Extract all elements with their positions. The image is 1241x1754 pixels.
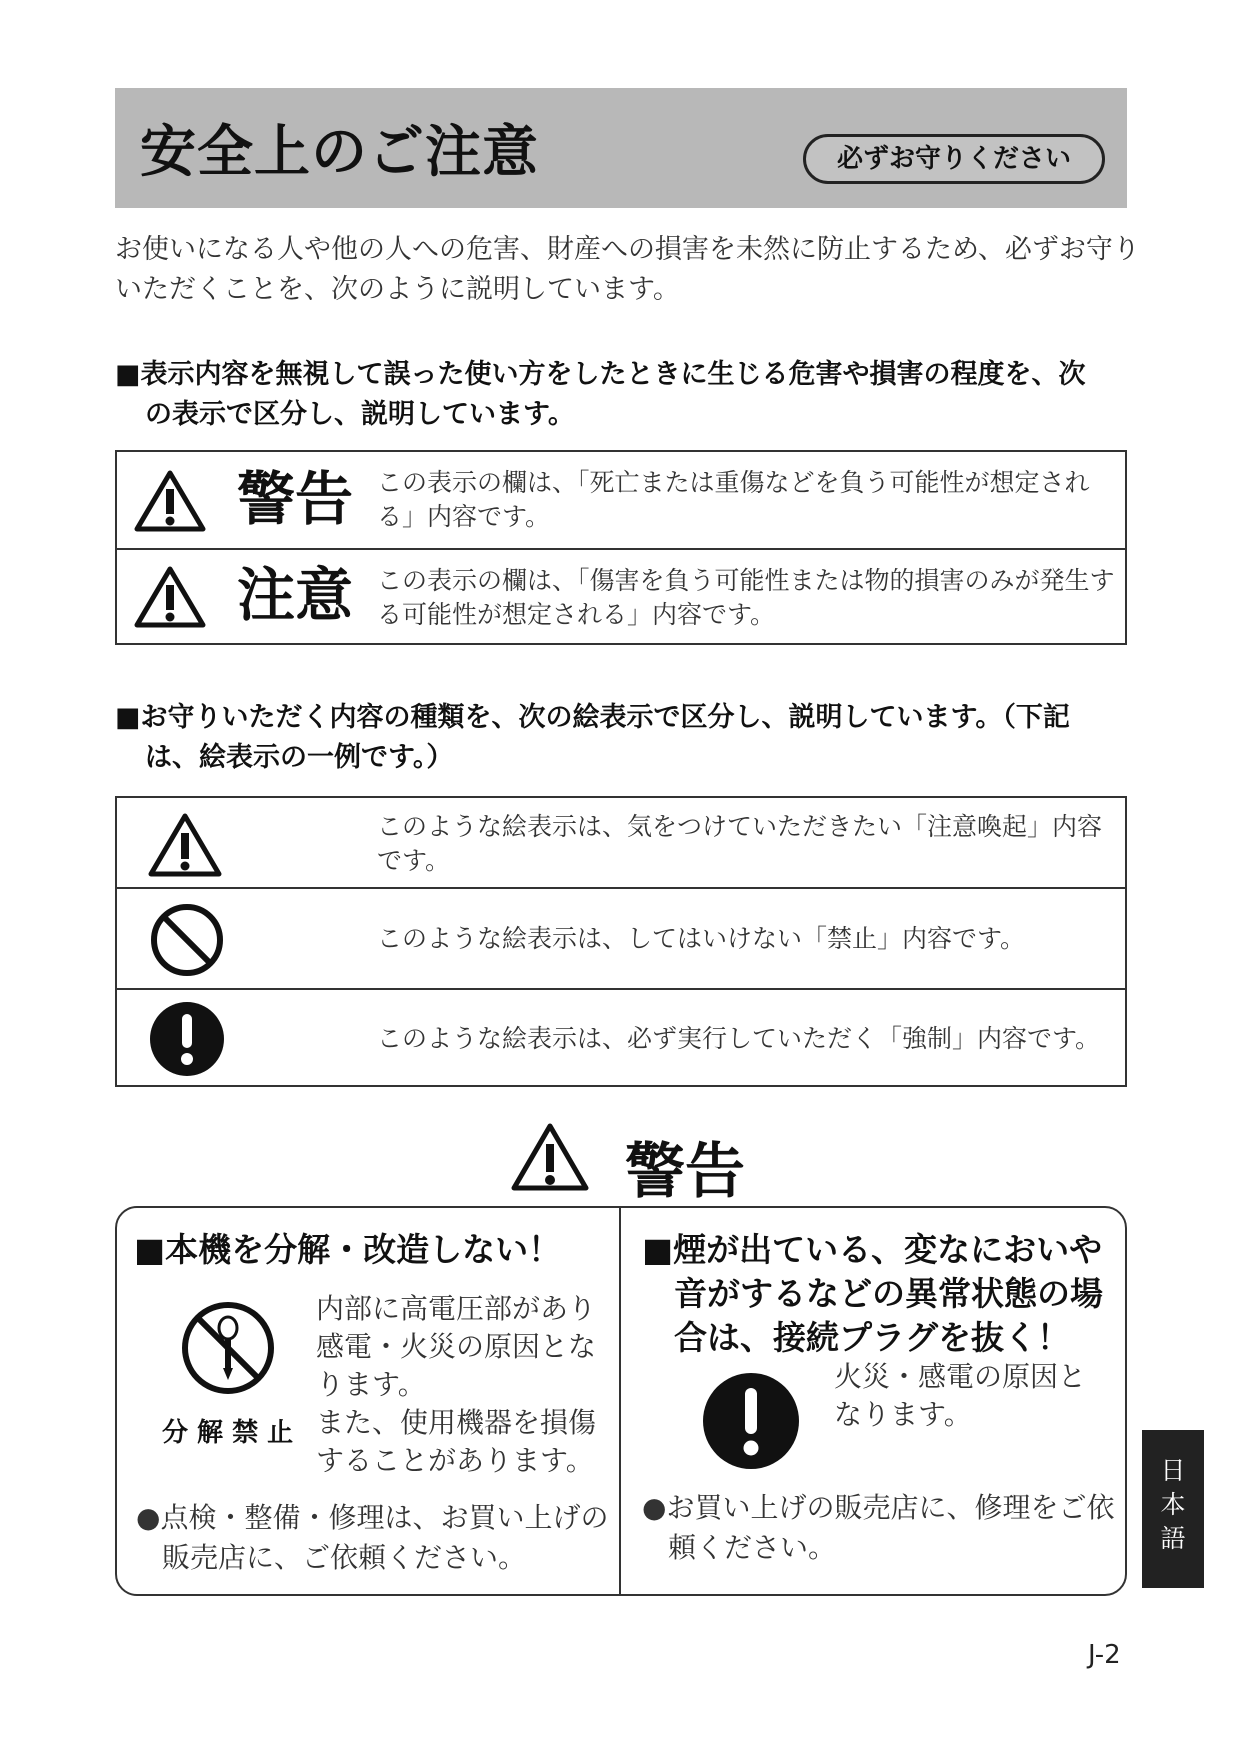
prohibition-icon [149,902,225,978]
abnormal-title-line1: ■煙が出ている、変なにおいや [642,1230,1103,1269]
symbol-table [115,796,1127,1087]
symbol-row-prohibition [117,887,1125,988]
caution-triangle-icon [147,812,223,878]
section1-heading [115,355,1155,435]
must-follow-badge: 必ずお守りください [803,134,1105,184]
language-tab-char: 本 [1160,1490,1186,1519]
signal-row-warning [117,452,1125,548]
warning-heading-icon [510,1122,590,1192]
mandatory-symbol-description: このような絵表示は、必ず実行していただく「強制」内容です。 [377,1024,1101,1053]
no-disassembly-icon [180,1300,276,1396]
bullet-dot: ● [136,1501,161,1534]
abnormal-title-line2: 音がするなどの異常状態の場 [674,1274,1103,1313]
signal-row-caution [117,548,1125,643]
language-tab [1142,1430,1204,1588]
caution-description: この表示の欄は、「傷害を負う可能性または物的損害のみが発生する可能性が想定される」内容です。 [377,566,1115,629]
label-caution: 注意 [237,561,354,629]
mandatory-icon [149,1001,225,1077]
section1-heading-line1: ■表示内容を無視して誤った使い方をしたときに生じる危害や損害の程度を、次 [115,359,1086,390]
disassembly-damage-text: また、使用機器を損傷することがあります。 [316,1406,597,1477]
language-tab-char: 語 [1160,1524,1186,1553]
symbol-row-mandatory [117,988,1125,1085]
section1-heading-line2: の表示で区分し、説明しています。 [145,399,575,430]
abnormal-warning-title [642,1228,1103,1360]
intro-paragraph: お使いになる人や他の人への危害、財産への損害を未然に防止するため、必ずお守りいただくことを、次のように説明しています。 [115,234,1140,305]
warning-triangle-icon [133,469,207,533]
warning-heading: 警告 [625,1137,745,1207]
disassembly-warning-title: ■本機を分解・改造しない！ [134,1230,562,1269]
signal-word-table [115,450,1127,645]
mandatory-unplug-icon [702,1372,800,1470]
disassembly-bullet-text: 点検・整備・修理は、お買い上げの販売店に、ご依頼ください。 [160,1501,609,1574]
warning-description: この表示の欄は、「死亡または重傷などを負う可能性が想定される」内容です。 [377,468,1090,531]
prohibition-symbol-description: このような絵表示は、してはいけない「禁止」内容です。 [377,924,1026,953]
repair-bullet [642,1488,1128,1568]
language-tab-char: 日 [1160,1456,1186,1485]
caution-symbol-description: このような絵表示は、気をつけていただきたい「注意喚起」内容です。 [377,812,1103,875]
label-warning: 警告 [237,465,354,533]
page-title: 安全上のご注意 [140,120,539,185]
disassembly-bullet [136,1498,632,1578]
no-disassembly-caption: 分 解 禁 止 [162,1418,294,1448]
section2-heading-line1: ■お守りいただく内容の種類を、次の絵表示で区分し、説明しています。（下記 [115,702,1070,733]
warning-triangle-icon [133,565,207,629]
disassembly-warning-text: 内部に高電圧部があり感電・火災の原因となります。 [316,1292,597,1401]
abnormal-warning-text: 火災・感電の原因となります。 [834,1360,1087,1431]
bullet-dot: ● [642,1491,667,1524]
abnormal-title-line3: 合は、接続プラグを抜く！ [674,1318,1070,1357]
symbol-row-caution [117,798,1125,887]
section2-heading [115,698,1155,778]
page-number: J-2 [1088,1640,1121,1670]
section2-heading-line2: は、絵表示の一例です。） [145,742,454,773]
repair-bullet-text: お買い上げの販売店に、修理をご依頼ください。 [666,1491,1115,1564]
